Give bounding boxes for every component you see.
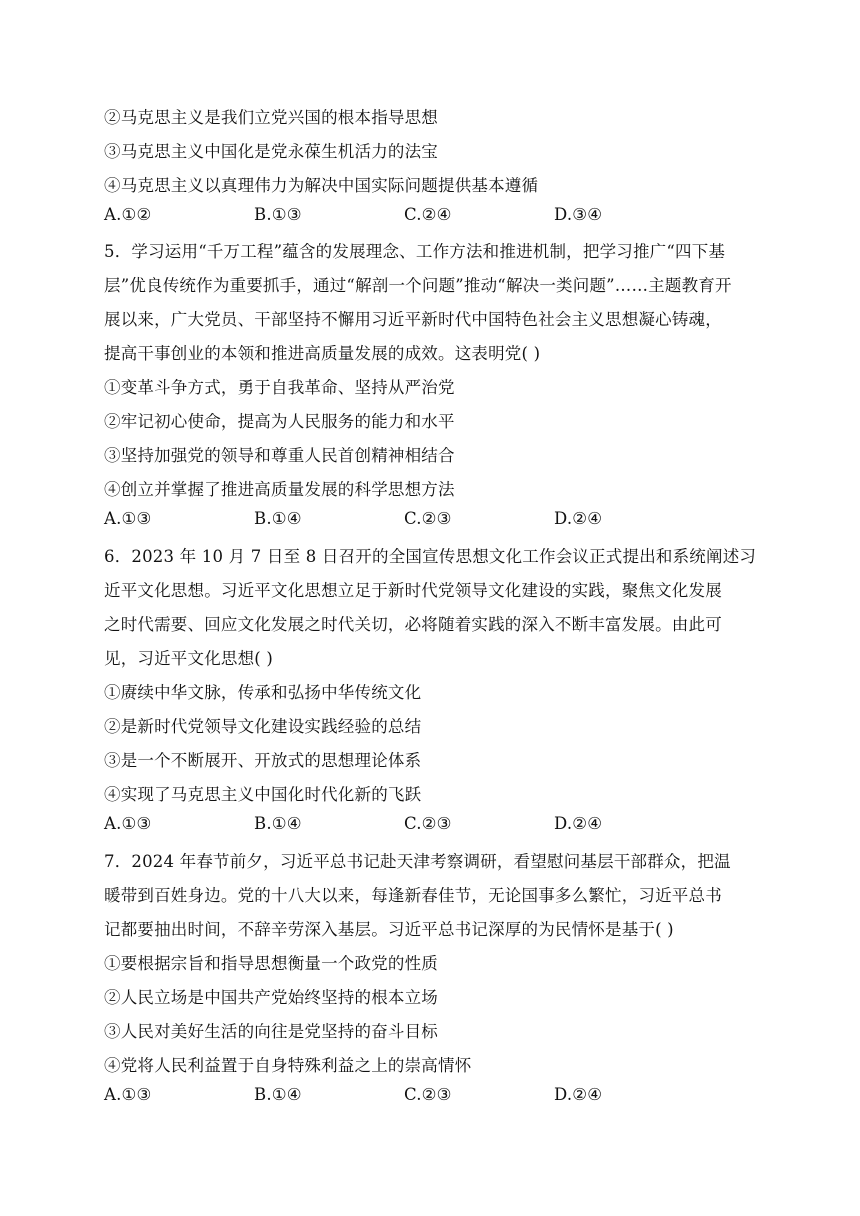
q6-option-c: C.②③ <box>404 814 452 833</box>
q6-statement-1: ①赓续中华文脉，传承和弘扬中华传统文化 <box>104 683 422 702</box>
q6-statement-3: ③是一个不断展开、开放式的思想理论体系 <box>104 751 422 770</box>
q6-options <box>104 814 744 838</box>
q5-stem-line: 提高干事创业的本领和推进高质量发展的成效。这表明党( ) <box>104 344 541 363</box>
q4-option-b: B.①③ <box>254 205 302 224</box>
q4-option-a: A.①② <box>104 205 152 224</box>
q4-option-c: C.②④ <box>404 205 452 224</box>
q6-option-b: B.①④ <box>254 814 302 833</box>
q7-options <box>104 1085 744 1109</box>
q5-options <box>104 509 744 533</box>
q6-statement-4: ④实现了马克思主义中国化时代化新的飞跃 <box>104 785 422 804</box>
q4-statement-2: ②马克思主义是我们立党兴国的根本指导思想 <box>104 108 438 127</box>
q6-stem-line: 近平文化思想。习近平文化思想立足于新时代党领导文化建设的实践，聚焦文化发展 <box>104 581 722 600</box>
q5-statement-4: ④创立并掌握了推进高质量发展的科学思想方法 <box>104 480 455 499</box>
q5-option-d: D.②④ <box>554 509 603 528</box>
q7-option-b: B.①④ <box>254 1085 302 1104</box>
q7-statement-4: ④党将人民利益置于自身特殊利益之上的崇高情怀 <box>104 1056 472 1075</box>
q5-statement-3: ③坚持加强党的领导和尊重人民首创精神相结合 <box>104 446 455 465</box>
q7-stem-line: 记都要抽出时间，不辞辛劳深入基层。习近平总书记深厚的为民情怀是基于( ) <box>104 920 674 939</box>
q5-statement-1: ①变革斗争方式，勇于自我革命、坚持从严治党 <box>104 378 455 397</box>
q6-stem-line: 见，习近平文化思想( ) <box>104 649 274 668</box>
q7-statement-3: ③人民对美好生活的向往是党坚持的奋斗目标 <box>104 1022 438 1041</box>
q4-statement-4: ④马克思主义以真理伟力为解决中国实际问题提供基本遵循 <box>104 176 539 195</box>
q4-options <box>104 205 744 229</box>
q6-stem-line: 6．2023 年 10 月 7 日至 8 日召开的全国宣传思想文化工作会议正式提出和系统阐述习 <box>104 547 757 566</box>
q7-option-c: C.②③ <box>404 1085 452 1104</box>
q5-option-b: B.①④ <box>254 509 302 528</box>
q6-option-a: A.①③ <box>104 814 152 833</box>
q7-statement-2: ②人民立场是中国共产党始终坚持的根本立场 <box>104 988 438 1007</box>
q7-option-a: A.①③ <box>104 1085 152 1104</box>
q7-stem-line: 7．2024 年春节前夕，习近平总书记赴天津考察调研，看望慰问基层干部群众，把温 <box>104 852 731 871</box>
q6-stem-line: 之时代需要、回应文化发展之时代关切，必将随着实践的深入不断丰富发展。由此可 <box>104 615 722 634</box>
q5-option-a: A.①③ <box>104 509 152 528</box>
q7-option-d: D.②④ <box>554 1085 603 1104</box>
q5-statement-2: ②牢记初心使命，提高为人民服务的能力和水平 <box>104 412 455 431</box>
q4-option-d: D.③④ <box>554 205 603 224</box>
q5-stem-line: 层”优良传统作为重要抓手，通过“解剖一个问题”推动“解决一类问题”……主题教育开 <box>104 276 732 295</box>
q7-statement-1: ①要根据宗旨和指导思想衡量一个政党的性质 <box>104 954 438 973</box>
q5-stem-line: 5．学习运用“千万工程”蕴含的发展理念、工作方法和推进机制，把学习推广“四下基 <box>104 242 726 261</box>
q5-stem-line: 展以来，广大党员、干部坚持不懈用习近平新时代中国特色社会主义思想凝心铸魂， <box>104 310 722 329</box>
q5-option-c: C.②③ <box>404 509 452 528</box>
q4-statement-3: ③马克思主义中国化是党永葆生机活力的法宝 <box>104 142 438 161</box>
q7-stem-line: 暖带到百姓身边。党的十八大以来，每逢新春佳节，无论国事多么繁忙，习近平总书 <box>104 886 722 905</box>
q6-statement-2: ②是新时代党领导文化建设实践经验的总结 <box>104 717 422 736</box>
q6-option-d: D.②④ <box>554 814 603 833</box>
